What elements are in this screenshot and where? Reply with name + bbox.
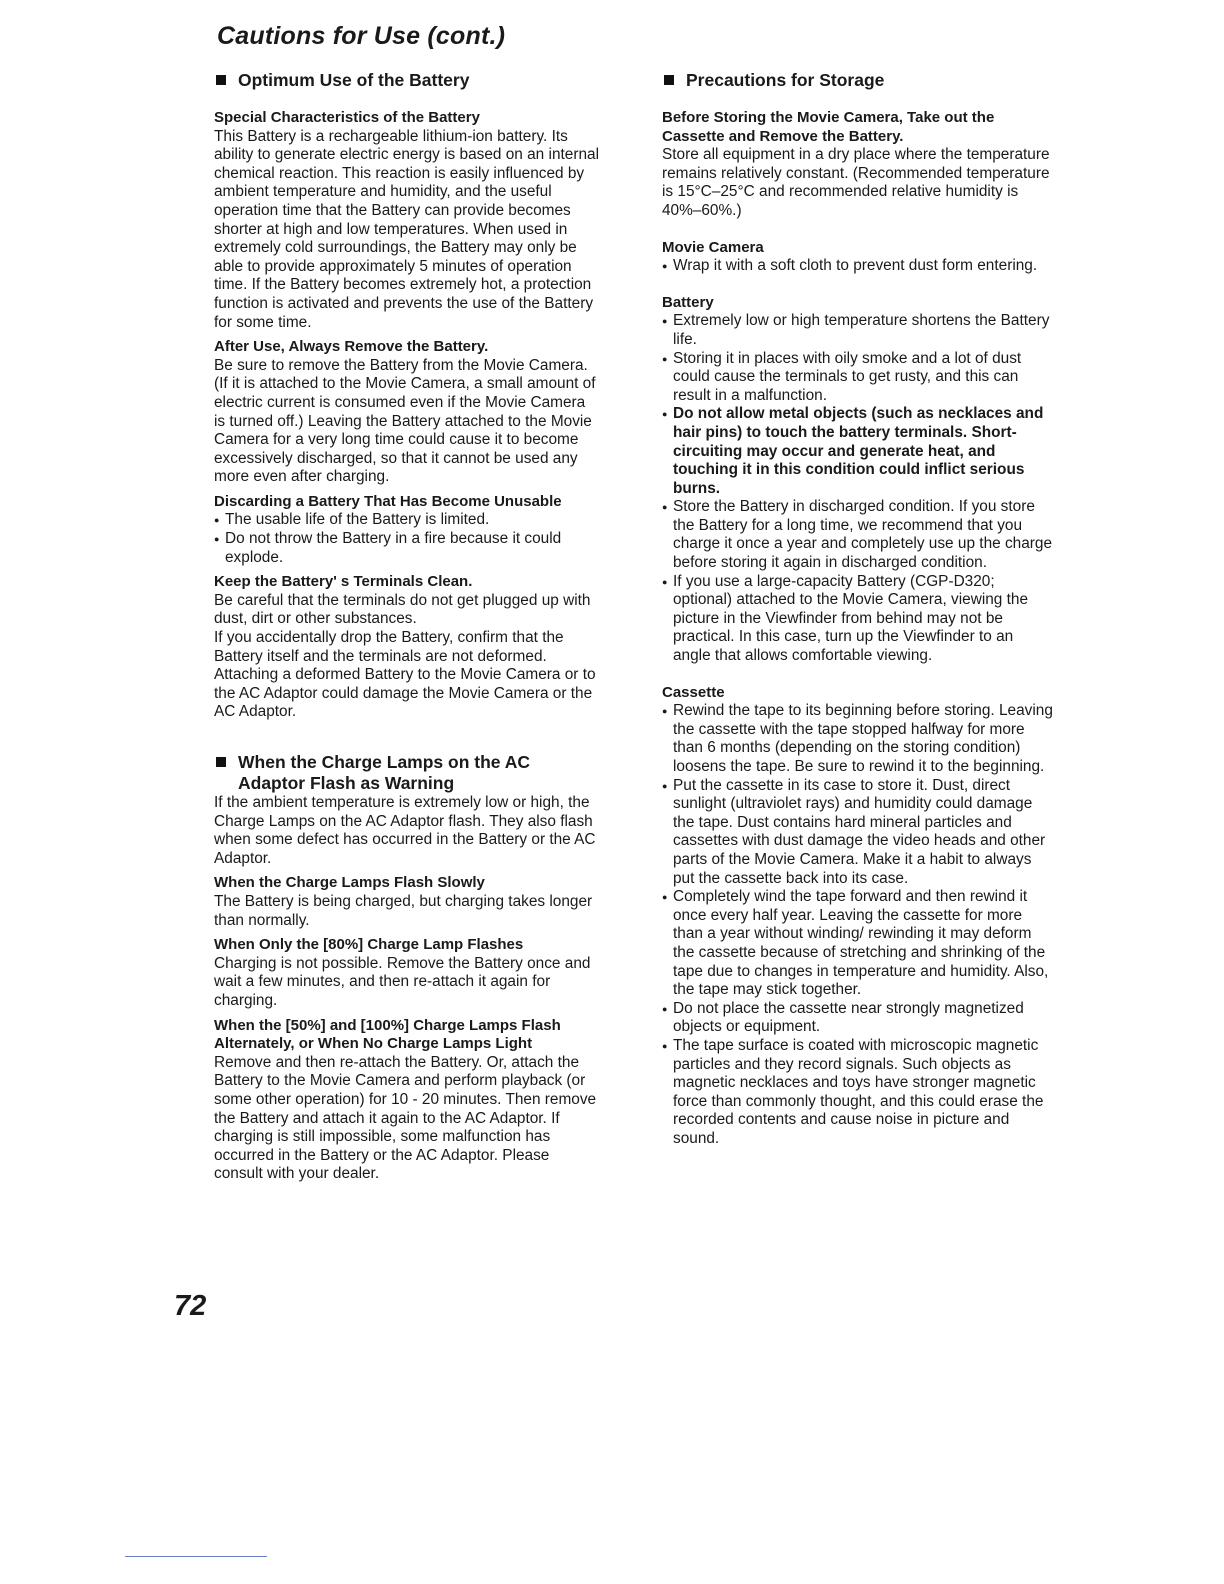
subheading-discarding: Discarding a Battery That Has Become Unusable (214, 492, 562, 510)
flash-alternately-text: Remove and then re-attach the Battery. Or, attach the Battery to the Movie Camera and perform playback (or some other operation) for 10 - 20 minutes. Then remove the Battery and attach it again to the AC Adaptor. If charging is still impossible, some malfunction has occurred in the Battery or the AC Adaptor. Please consult with your dealer. (214, 1053, 597, 1183)
list-item: ● The tape surface is coated with microscopic magnetic particles and they record signals. Such objects as magnetic necklaces and toys have stronger magnetic force than commonly thought, and this could erase the recorded contents and cause noise in picture and sound. (662, 1037, 1054, 1149)
list-item: ● Store the Battery in discharged condition. If you store the Battery for a long time, we recommend that you charge it once a year and completely use up the charge before storing it again in discharged condition. (662, 498, 1054, 572)
subheading-terminals: Keep the Battery' s Terminals Clean. (214, 573, 473, 591)
after-use-text: Be sure to remove the Battery from the Movie Camera. (If it is attached to the Movie Camera, a small amount of electric current is consumed even if the Movie Camera is turned off.) Leaving the Battery attached to the Movie Camera for a very long time could cause it to become excessively discharged, so that it cannot be used any more even after charging. (214, 356, 596, 486)
heading-precautions-storage: Precautions for Storage (662, 70, 1054, 91)
before-storing-text: Store all equipment in a dry place where the temperature remains relatively constant. (Recommended temperature is 15°C–25°C and recommended relative humidity is 40%–60%.) (662, 146, 1050, 219)
special-characteristics-text: This Battery is a rechargeable lithium-ion battery. Its ability to generate electric energy is based on an internal chemical reaction. This reaction is easily influenced by ambient temperature and humidity, and the useful operation time that the Battery can provide becomes shorter at high and low temperatures. When used in extremely cold surroundings, the Battery may only be able to provide approximately 5 minutes of operation time. If the Battery becomes extremely hot, a protection function is activated and prevents the use of the Battery for some time. (214, 127, 599, 331)
terminals-text-1: Be careful that the terminals do not get plugged up with dust, dirt or other substances. (214, 591, 591, 628)
list-item: ● Extremely low or high temperature shortens the Battery life. (662, 312, 1054, 349)
subheading-after-use: After Use, Always Remove the Battery. (214, 338, 489, 356)
movie-camera-list (662, 257, 1054, 276)
heading-optimum-use-battery: Optimum Use of the Battery (214, 70, 599, 91)
subheading-before-storing: Before Storing the Movie Camera, Take out the Cassette and Remove the Battery. (662, 109, 995, 145)
cassette-list (662, 702, 1054, 1148)
subheading-flash-alternately: When the [50%] and [100%] Charge Lamps Flash Alternately, or When No Charge Lamps Light (214, 1016, 561, 1053)
list-item: ● Rewind the tape to its beginning before storing. Leaving the cassette with the tape stopped halfway for more than 6 months (depending on the storing condition) loosens the tape. Be sure to rewind it to the beginning. (662, 702, 1054, 776)
list-item: ● Wrap it with a soft cloth to prevent dust form entering. (662, 257, 1054, 276)
footer-rule (125, 1556, 267, 1557)
subheading-flash-slowly: When the Charge Lamps Flash Slowly (214, 874, 485, 892)
flash-slowly-text: The Battery is being charged, but charging takes longer than normally. (214, 892, 593, 929)
subheading-battery-storage: Battery (662, 293, 714, 311)
only-80-text: Charging is not possible. Remove the Battery once and wait a few minutes, and then re-attach it again for charging. (214, 954, 591, 1009)
page-title: Cautions for Use (cont.) (217, 22, 506, 50)
battery-storage-list (662, 312, 1054, 665)
subheading-only-80: When Only the [80%] Charge Lamp Flashes (214, 936, 524, 954)
subheading-cassette: Cassette (662, 683, 725, 701)
list-item: ● Do not throw the Battery in a fire because it could explode. (214, 530, 599, 567)
list-item: ● If you use a large-capacity Battery (CGP-D320; optional) attached to the Movie Camera, viewing the picture in the Viewfinder from behind may not be practical. In this case, turn up the Viewfinder to an angle that allows comfortable viewing. (662, 573, 1054, 666)
list-item: ● Do not place the cassette near strongly magnetized objects or equipment. (662, 1000, 1054, 1037)
discarding-list (214, 511, 599, 567)
terminals-text-2: If you accidentally drop the Battery, confirm that the Battery itself and the terminals are not deformed. Attaching a deformed Battery to the Movie Camera or to the AC Adaptor could damage the Movie Camera or the AC Adaptor. (214, 629, 596, 721)
charge-lamps-intro: If the ambient temperature is extremely low or high, the Charge Lamps on the AC Adaptor flash. They also flash when some defect has occurred in the Battery or the AC Adaptor. (214, 794, 596, 867)
heading-charge-lamps-warning: When the Charge Lamps on the AC Adaptor Flash as Warning (214, 752, 599, 794)
subheading-special-characteristics: Special Characteristics of the Battery (214, 109, 480, 126)
list-item: ● Storing it in places with oily smoke and a lot of dust could cause the terminals to get rusty, and this can result in a malfunction. (662, 350, 1054, 406)
list-item: ● The usable life of the Battery is limited. (214, 511, 599, 530)
subheading-movie-camera: Movie Camera (662, 238, 764, 256)
left-column (214, 70, 599, 1184)
list-item: ● Completely wind the tape forward and then rewind it once every half year. Leaving the cassette for more than a year without winding/ rewinding it may deform the cassette because of stretching and shrinking of the tape due to changes in temperature and humidity. Also, the tape may stick together. (662, 888, 1054, 1000)
list-item: ● Put the cassette in its case to store it. Dust, direct sunlight (ultraviolet rays) and humidity could damage the tape. Dust contains hard mineral particles and cassettes with dust damage the video heads and other parts of the Movie Camera. Make it a habit to always put the cassette back into its case. (662, 777, 1054, 889)
list-item-warning: ● Do not allow metal objects (such as necklaces and hair pins) to touch the battery terminals. Short-circuiting may occur and generate heat, and touching it in this condition could inflict serious burns. (662, 405, 1054, 498)
right-column (662, 70, 1054, 1148)
page-number: 72 (174, 1290, 207, 1322)
